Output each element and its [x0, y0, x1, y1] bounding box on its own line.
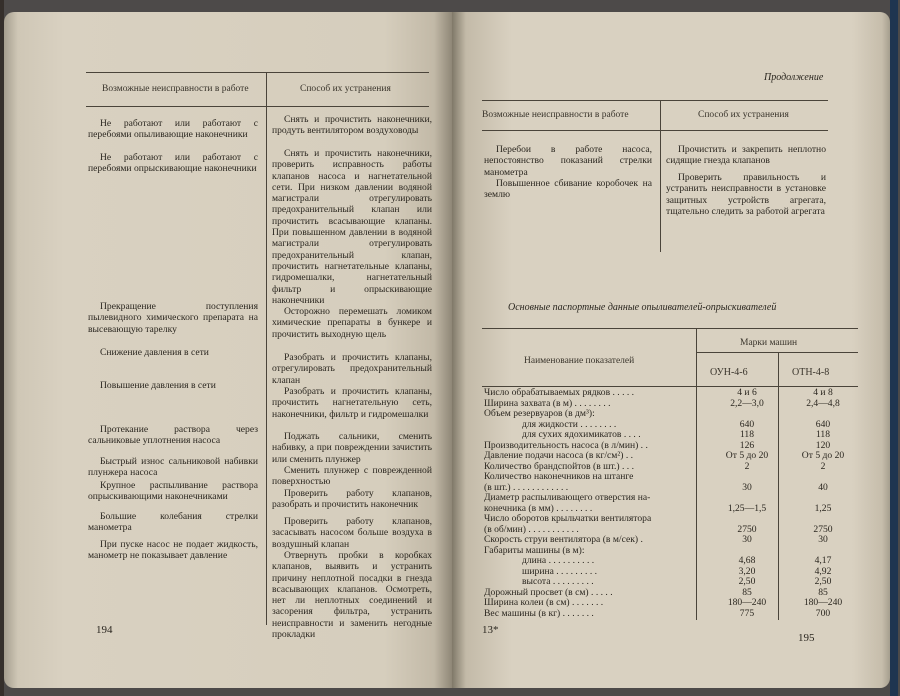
fault-item: При пуске насос не подает жидкость, манометр не показывает давление [88, 539, 258, 562]
spec-row [484, 472, 890, 483]
spec-row-value-model-1: 775 [739, 607, 755, 619]
spec-row-name: Скорость струи вентилятора (в м/сек) . [484, 534, 643, 545]
remedy-item: Проверить правильность и устранить неисправности в установке защитных устройств агрегата, тщательно следить за работой агрегата [666, 172, 826, 217]
spec-row [484, 409, 890, 420]
fault-item: Большие колебания стрелки манометра [88, 511, 258, 534]
spec-row-value-model-1: 126 [739, 439, 755, 451]
spec-row-value-model-2: 640 [815, 418, 831, 430]
spec-row-name: высота . . . . . . . . . [522, 576, 594, 587]
page-number: 195 [798, 632, 815, 644]
spec-row-value-model-2: От 5 до 20 [801, 450, 845, 461]
remedy-item: Сменить плунжер с поврежденной поверхностью [272, 465, 432, 488]
spec-row-value-model-1: 2,50 [738, 576, 756, 587]
remedy-item: Снять и прочистить наконечники, продуть вентилятором воздуховоды [272, 114, 432, 137]
spec-top-rule [482, 328, 858, 329]
signature-mark: 13* [482, 624, 499, 636]
fault-item: Протекание раствора через сальниковые уплотнения насоса [88, 424, 258, 447]
fault-item: Повышенное сбивание коробочек на землю [484, 178, 652, 201]
table-top-rule [482, 100, 828, 101]
spec-row-value-model-2: 2750 [813, 523, 833, 535]
spec-row [484, 598, 890, 609]
spec-header-brands: Марки машин [740, 338, 798, 348]
spec-row-value-model-1: 85 [742, 586, 752, 598]
spec-row-value-model-2: 2,50 [814, 576, 832, 587]
spec-row-name: (в об/мин) . . . . . . . . . . . [484, 523, 579, 535]
spec-row-name: Вес машины (в кг) . . . . . . . [484, 607, 594, 619]
spec-row-value-model-2: 30 [818, 534, 828, 545]
spec-row-value-model-2: 4,17 [814, 555, 832, 566]
spec-row-name: (в шт.) . . . . . . . . . . . . [484, 481, 569, 493]
fault-item: Перебои в работе насоса, непостоянство показаний стрелки манометра [484, 144, 652, 178]
remedies-column [666, 144, 826, 244]
spec-row-value-model-1: 3,20 [738, 565, 756, 577]
spec-row-value-model-1: 180—240 [727, 597, 767, 608]
page-number: 194 [96, 624, 113, 636]
spec-row-value-model-2: 85 [818, 586, 828, 598]
book-cover-right [890, 0, 898, 696]
spec-row-name: ширина . . . . . . . . . [522, 565, 598, 577]
spec-row-value-model-2: 1,25 [814, 502, 832, 514]
remedy-item: Разобрать и прочистить клапаны, отрегулировать предохранительный клапан [272, 352, 432, 386]
spec-row-value-model-2: 180—240 [803, 597, 843, 608]
spec-row-name: Дорожный просвет (в см) . . . . . [484, 586, 613, 598]
header-faults: Возможные неисправности в работе [482, 110, 629, 120]
right-page [452, 12, 890, 688]
table-top-rule [86, 72, 429, 73]
spec-row-name: Ширина колеи (в см) . . . . . . . [484, 597, 604, 608]
spec-row-name: Производительность насоса (в л/мин) . . [484, 439, 648, 451]
spec-row [484, 493, 890, 504]
spec-row [484, 388, 890, 399]
fault-item: Не работают или работают с перебоями опыливающие наконечники [88, 118, 258, 141]
spec-row-name: для жидкости . . . . . . . . [522, 418, 617, 430]
remedy-item: Снять и прочистить наконечники, проверить исправность работы клапанов насоса и нагнетательной сети. При низком давлении водяной магистрали отрегулировать предохранительный клапан или прочистить всасывающие клапаны. При повышенном давлении в водяной магистрали отрегулировать предохранительный клапан, прочистить нагнетательные клапаны, гидромешалки, нагнетательный фильтр и опрыскивающие наконечники [272, 148, 432, 306]
spec-row [484, 556, 890, 567]
remedy-item: Осторожно перемешать ломиком химические препараты в бункере и прочистить выходную щель [272, 306, 432, 340]
spec-row-value-model-2: 118 [815, 429, 831, 440]
spec-row-value-model-2: 2 [820, 460, 826, 472]
remedy-item: Проверить работу клапанов, засасывать насосом больше воздуха в воздушный клапан [272, 516, 432, 550]
spec-row-value-model-1: 2,2—3,0 [730, 397, 764, 409]
spec-row-value-model-1: 2 [744, 460, 750, 472]
spec-row-value-model-1: 4,68 [738, 555, 756, 566]
spec-row [484, 577, 890, 588]
spec-row-name: Число обрабатываемых рядков . . . . . [484, 387, 635, 398]
spec-row-name: Давление подачи насоса (в кг/см²) . . [484, 450, 634, 461]
spec-row-value-model-1: 30 [742, 481, 752, 493]
spec-table-body [484, 388, 890, 620]
remedy-item: Отвернуть пробки в коробках клапанов, выявить и устранить причину неплотной посадки в гнезда всасывающих клапанов. Осмотреть, нет ли неплотных соединений и засорения фильтра, устранить неисправности и заменить негодные прокладки [272, 550, 432, 641]
header-faults: Возможные неисправности в работе [102, 84, 249, 94]
spec-row-value-model-2: 4 и 8 [813, 387, 833, 398]
remedy-item: Поджать сальники, сменить набивку, а при повреждении зачистить или сменить плунжер [272, 431, 432, 465]
spec-row-value-model-1: 4 и 6 [737, 387, 757, 398]
spec-row-value-model-2: 40 [818, 481, 828, 493]
spec-row-value-model-2: 2,4—4,8 [806, 397, 840, 409]
faults-column [484, 144, 652, 244]
spec-row [484, 609, 890, 620]
fault-item: Крупное распыливание раствора опрыскивающими наконечниками [88, 480, 258, 503]
spec-row-value-model-1: 2750 [737, 523, 757, 535]
fault-item: Повышение давления в сети [100, 380, 216, 391]
remedy-item: Прочистить и закрепить неплотно сидящие гнезда клапанов [666, 144, 826, 167]
spec-row-name: Количество наконечников на штанге [484, 471, 634, 482]
table-column-divider [660, 100, 661, 252]
fault-item: Снижение давления в сети [100, 347, 209, 358]
spec-row-name: Ширина захвата (в м) . . . . . . . . [484, 397, 611, 409]
spec-row-value-model-2: 700 [815, 607, 831, 619]
table-header-rule [86, 106, 429, 107]
spec-row [484, 430, 890, 441]
spec-row-value-model-2: 4,92 [814, 565, 832, 577]
spec-header-model-1: ОУН-4-6 [710, 367, 748, 378]
spec-row-name: Диаметр распыливающего отверстия на- [484, 492, 651, 503]
fault-item: Не работают или работают с перебоями опрыскивающие наконечники [88, 152, 258, 175]
fault-item: Прекращение поступления пылевидного химического препарата на высевающую тарелку [88, 301, 258, 335]
spec-row-name: Число оборотов крыльчатки вентилятора [484, 513, 652, 524]
spec-row [484, 514, 890, 525]
remedy-item: Проверить работу клапанов, разобрать и прочистить наконечник [272, 488, 432, 511]
spec-row-value-model-2: 120 [815, 439, 831, 451]
table-column-divider [266, 72, 267, 625]
spec-row-value-model-1: 30 [742, 534, 752, 545]
left-page [4, 12, 452, 688]
spec-row-name: Объем резервуаров (в дм³): [484, 408, 595, 419]
spec-row-value-model-1: 640 [739, 418, 755, 430]
spec-row-name: конечника (в мм) . . . . . . . . [484, 502, 593, 514]
table-header-rule [482, 130, 828, 131]
spec-row-name: Габариты машины (в м): [484, 544, 585, 556]
header-remedies: Способ их устранения [698, 110, 789, 120]
spec-row-name: Количество брандспойтов (в шт.) . . . [484, 460, 634, 472]
header-remedies: Способ их устранения [300, 84, 391, 94]
remedy-item: Разобрать и прочистить клапаны, прочистить нагнетательную сеть, наконечники, фильтр и гидромешалки [272, 386, 432, 420]
spec-row-name: для сухих ядохимикатов . . . . [522, 429, 641, 440]
spec-row-value-model-1: От 5 до 20 [725, 450, 769, 461]
remedies-column [272, 114, 432, 641]
fault-item: Быстрый износ сальниковой набивки плунжера насоса [88, 456, 258, 479]
spec-row-value-model-1: 118 [739, 429, 755, 440]
spec-row-name: длина . . . . . . . . . . [522, 555, 595, 566]
spec-row-value-model-1: 1,25—1,5 [727, 502, 767, 514]
spec-header-model-2: ОТН-4-8 [792, 367, 830, 378]
spec-brand-rule [696, 352, 858, 353]
spec-row [484, 451, 890, 462]
continuation-label: Продолжение [764, 72, 824, 83]
spec-row [484, 535, 890, 546]
spec-table-caption: Основные паспортные данные опыливателей-опрыскивателей [508, 302, 777, 313]
spec-header-name: Наименование показателей [524, 356, 635, 366]
faults-column [88, 118, 258, 618]
